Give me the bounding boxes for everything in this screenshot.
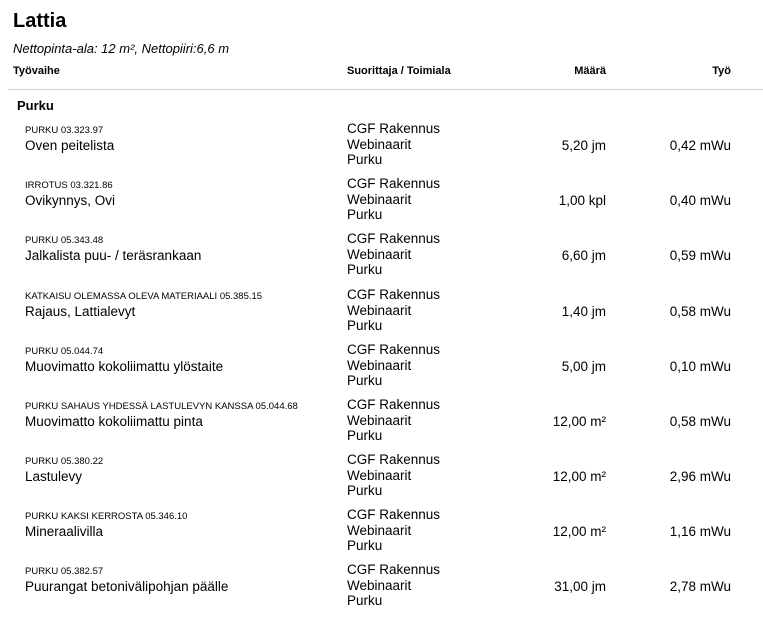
task-name: Jalkalista puu- / teräsrankaan xyxy=(25,248,202,263)
performer-field: Purku xyxy=(347,152,383,167)
performer-field: Purku xyxy=(347,483,383,498)
task-quantity: 1,40 jm xyxy=(561,304,606,319)
performer-company: CGF Rakennus xyxy=(347,397,441,412)
performer-company: CGF Rakennus xyxy=(347,452,441,467)
task-performer xyxy=(347,507,440,554)
task-quantity: 12,00 m² xyxy=(552,469,606,484)
task-name: Oven peitelista xyxy=(25,138,115,153)
table-row xyxy=(0,121,763,180)
column-header-quantity: Määrä xyxy=(574,65,606,77)
performer-category: Webinaarit xyxy=(347,246,412,262)
section-title: Purku xyxy=(17,98,54,113)
column-header-performer: Suorittaja / Toimiala xyxy=(347,65,451,77)
task-code: PURKU 05.380.22 xyxy=(25,456,104,467)
task-work: 0,10 mWu xyxy=(669,359,731,374)
column-header-work: Työ xyxy=(712,65,731,77)
task-performer xyxy=(347,562,440,609)
task-work: 0,58 mWu xyxy=(669,304,731,319)
performer-company: CGF Rakennus xyxy=(347,287,441,302)
task-work: 2,78 mWu xyxy=(669,579,731,594)
task-code: IRROTUS 03.321.86 xyxy=(25,180,113,191)
task-performer xyxy=(347,176,440,223)
performer-field: Purku xyxy=(347,373,383,388)
table-row xyxy=(0,342,763,401)
task-quantity: 1,00 kpl xyxy=(558,193,606,208)
task-work: 0,42 mWu xyxy=(669,138,731,153)
task-performer xyxy=(347,287,440,334)
performer-category: Webinaarit xyxy=(347,522,412,538)
task-code: PURKU 05.343.48 xyxy=(25,235,104,246)
performer-field: Purku xyxy=(347,593,383,608)
table-row xyxy=(0,397,763,456)
task-name: Lastulevy xyxy=(25,469,83,484)
table-row xyxy=(0,287,763,346)
table-row xyxy=(0,231,763,290)
performer-company: CGF Rakennus xyxy=(347,342,441,357)
task-performer xyxy=(347,121,440,168)
page-subtitle: Nettopinta-ala: 12 m², Nettopiiri:6,6 m xyxy=(13,41,230,56)
task-performer xyxy=(347,231,440,278)
task-name: Muovimatto kokoliimattu pinta xyxy=(25,414,203,429)
table-row xyxy=(0,176,763,235)
task-performer xyxy=(347,397,440,444)
task-work: 1,16 mWu xyxy=(669,524,731,539)
performer-field: Purku xyxy=(347,262,383,277)
task-name: Puurangat betonivälipohjan päälle xyxy=(25,579,229,594)
table-row xyxy=(0,452,763,511)
performer-field: Purku xyxy=(347,318,383,333)
page-title: Lattia xyxy=(13,10,67,32)
performer-category: Webinaarit xyxy=(347,577,412,593)
table-row xyxy=(0,507,763,566)
task-name: Ovikynnys, Ovi xyxy=(25,193,116,208)
task-quantity: 12,00 m² xyxy=(552,414,606,429)
task-quantity: 12,00 m² xyxy=(552,524,606,539)
performer-category: Webinaarit xyxy=(347,191,412,207)
task-work: 0,58 mWu xyxy=(669,414,731,429)
performer-company: CGF Rakennus xyxy=(347,231,441,246)
task-work: 2,96 mWu xyxy=(669,469,731,484)
performer-category: Webinaarit xyxy=(347,136,412,152)
task-code: PURKU KAKSI KERROSTA 05.346.10 xyxy=(25,511,188,522)
performer-category: Webinaarit xyxy=(347,467,412,483)
performer-category: Webinaarit xyxy=(347,357,412,373)
task-quantity: 6,60 jm xyxy=(561,248,606,263)
task-quantity: 5,20 jm xyxy=(561,138,606,153)
performer-field: Purku xyxy=(347,207,383,222)
header-divider xyxy=(8,89,763,90)
performer-category: Webinaarit xyxy=(347,412,412,428)
performer-category: Webinaarit xyxy=(347,302,412,318)
column-header-step: Työvaihe xyxy=(13,65,60,77)
task-code: PURKU 05.044.74 xyxy=(25,346,104,357)
task-quantity: 31,00 jm xyxy=(554,579,606,594)
task-work: 0,59 mWu xyxy=(669,248,731,263)
task-quantity: 5,00 jm xyxy=(561,359,606,374)
table-row xyxy=(0,562,763,621)
task-code: KATKAISU OLEMASSA OLEVA MATERIAALI 05.385.15 xyxy=(25,291,263,302)
task-name: Muovimatto kokoliimattu ylöstaite xyxy=(25,359,224,374)
performer-field: Purku xyxy=(347,538,383,553)
task-work: 0,40 mWu xyxy=(669,193,731,208)
performer-company: CGF Rakennus xyxy=(347,176,441,191)
task-code: PURKU SAHAUS YHDESSÄ LASTULEVYN KANSSA 05.044.68 xyxy=(25,401,298,412)
task-code: PURKU 03.323.97 xyxy=(25,125,104,136)
task-name: Rajaus, Lattialevyt xyxy=(25,304,136,319)
performer-company: CGF Rakennus xyxy=(347,507,441,522)
performer-field: Purku xyxy=(347,428,383,443)
performer-company: CGF Rakennus xyxy=(347,121,441,136)
task-code: PURKU 05.382.57 xyxy=(25,566,104,577)
task-name: Mineraalivilla xyxy=(25,524,104,539)
task-performer xyxy=(347,452,440,499)
task-performer xyxy=(347,342,440,389)
performer-company: CGF Rakennus xyxy=(347,562,441,577)
